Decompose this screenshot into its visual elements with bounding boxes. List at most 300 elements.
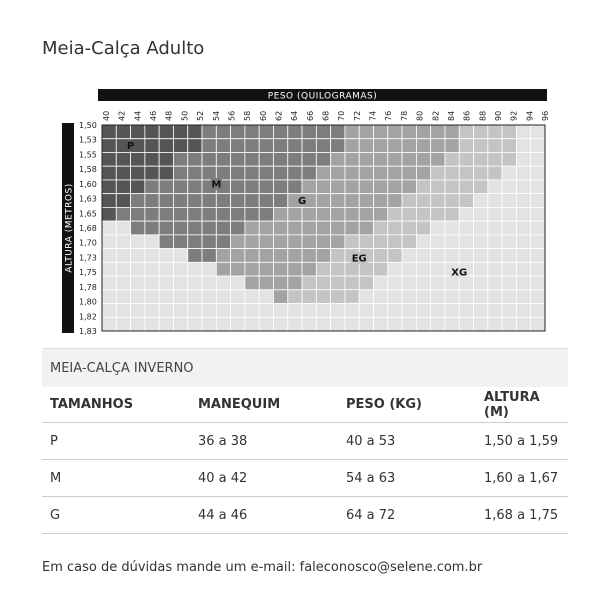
heatmap-cell — [188, 180, 202, 194]
heatmap-cell — [502, 304, 516, 318]
x-tick-label: 66 — [305, 110, 315, 121]
y-tick-label: 1,55 — [79, 150, 97, 160]
heatmap-cell — [459, 304, 473, 318]
heatmap-cell — [359, 276, 373, 290]
heatmap-cell — [273, 221, 287, 235]
heatmap-cell — [431, 139, 445, 153]
heatmap-cell — [388, 317, 402, 331]
heatmap-cell — [345, 235, 359, 249]
heatmap-cell — [488, 125, 502, 139]
heatmap-cell — [331, 276, 345, 290]
heatmap-cell — [131, 152, 145, 166]
heatmap-cell — [431, 276, 445, 290]
heatmap-cell — [259, 235, 273, 249]
heatmap-cell — [159, 304, 173, 318]
table-row — [42, 423, 568, 460]
heatmap-cell — [459, 152, 473, 166]
x-tick-label: 60 — [258, 110, 268, 121]
heatmap-cell — [102, 304, 116, 318]
heatmap-cell — [445, 290, 459, 304]
heatmap-cell — [302, 317, 316, 331]
heatmap-cell — [516, 166, 530, 180]
heatmap-cell — [388, 235, 402, 249]
heatmap-cell — [374, 249, 388, 263]
x-tick-label: 68 — [321, 110, 331, 121]
heatmap-cell — [288, 249, 302, 263]
heatmap-cell — [102, 207, 116, 221]
x-tick-label: 64 — [290, 110, 300, 121]
heatmap-cell — [445, 317, 459, 331]
heatmap-cell — [488, 317, 502, 331]
table-section-title: MEIA-CALÇA INVERNO — [42, 349, 568, 388]
heatmap-cell — [474, 152, 488, 166]
heatmap-cell — [459, 166, 473, 180]
heatmap-cell — [316, 139, 330, 153]
heatmap-cell — [302, 221, 316, 235]
heatmap-cell — [231, 290, 245, 304]
heatmap-cell — [173, 304, 187, 318]
heatmap-cell — [116, 194, 130, 208]
heatmap-cell — [202, 276, 216, 290]
zone-label-p: P — [126, 141, 135, 153]
x-tick-label: 54 — [211, 110, 221, 121]
heatmap-cell — [216, 317, 230, 331]
heatmap-cell — [416, 262, 430, 276]
heatmap-cell — [431, 235, 445, 249]
heatmap-cell — [402, 276, 416, 290]
cell-manequim: 44 a 46 — [190, 497, 338, 534]
heatmap-cell — [516, 249, 530, 263]
heatmap-cell — [102, 249, 116, 263]
heatmap-cell — [102, 235, 116, 249]
heatmap-cell — [145, 139, 159, 153]
heatmap-cell — [402, 304, 416, 318]
heatmap-cell — [273, 166, 287, 180]
heatmap-cell — [202, 139, 216, 153]
heatmap-cell — [431, 194, 445, 208]
heatmap-cell — [259, 194, 273, 208]
heatmap-cell — [173, 290, 187, 304]
heatmap-cell — [173, 262, 187, 276]
heatmap-cell — [388, 221, 402, 235]
heatmap-cell — [145, 180, 159, 194]
heatmap-cell — [502, 262, 516, 276]
heatmap-cell — [259, 207, 273, 221]
heatmap-cell — [474, 276, 488, 290]
heatmap-cell — [273, 304, 287, 318]
cell-size: G — [42, 497, 190, 534]
heatmap-cell — [388, 290, 402, 304]
heatmap-cell — [316, 194, 330, 208]
heatmap-cell — [245, 317, 259, 331]
heatmap-cell — [102, 152, 116, 166]
heatmap-cell — [431, 180, 445, 194]
x-tick-label: 72 — [352, 110, 362, 121]
heatmap-cell — [245, 194, 259, 208]
heatmap-cell — [474, 180, 488, 194]
heatmap-cell — [316, 166, 330, 180]
heatmap-cell — [216, 262, 230, 276]
heatmap-cell — [302, 166, 316, 180]
heatmap-cell — [474, 166, 488, 180]
heatmap-cell — [131, 276, 145, 290]
heatmap-cell — [331, 221, 345, 235]
heatmap-cell — [131, 207, 145, 221]
x-tick-label: 86 — [462, 110, 472, 121]
heatmap-cell — [331, 317, 345, 331]
heatmap-cell — [331, 262, 345, 276]
heatmap-cell — [316, 221, 330, 235]
heatmap-cell — [474, 207, 488, 221]
heatmap-cell — [302, 180, 316, 194]
heatmap-cell — [131, 180, 145, 194]
heatmap-cell — [216, 139, 230, 153]
heatmap-cell — [231, 139, 245, 153]
heatmap-cell — [316, 207, 330, 221]
heatmap-cell — [374, 262, 388, 276]
heatmap-cell — [116, 290, 130, 304]
heatmap-cell — [445, 180, 459, 194]
cell-manequim: 40 a 42 — [190, 460, 338, 497]
heatmap-cell — [488, 304, 502, 318]
heatmap-cell — [202, 317, 216, 331]
heatmap-cell — [188, 221, 202, 235]
heatmap-cell — [131, 166, 145, 180]
heatmap-cell — [488, 221, 502, 235]
x-tick-label: 96 — [541, 110, 550, 121]
y-tick-label: 1,60 — [79, 179, 97, 189]
heatmap-cell — [516, 180, 530, 194]
heatmap-cell — [531, 166, 545, 180]
heatmap-cell — [116, 304, 130, 318]
heatmap-cell — [402, 317, 416, 331]
heatmap-cell — [231, 207, 245, 221]
x-tick-label: 52 — [196, 110, 206, 121]
heatmap-cell — [259, 152, 273, 166]
x-tick-label: 62 — [274, 110, 284, 121]
heatmap-cell — [331, 194, 345, 208]
heatmap-cell — [216, 235, 230, 249]
header-tamanhos: TAMANHOS — [42, 387, 190, 423]
heatmap-cell — [131, 290, 145, 304]
heatmap-cell — [374, 139, 388, 153]
heatmap-cell — [516, 125, 530, 139]
heatmap-cell — [516, 221, 530, 235]
heatmap-cell — [402, 221, 416, 235]
heatmap-cell — [145, 304, 159, 318]
x-tick-label: 78 — [399, 110, 409, 121]
table-row — [42, 497, 568, 534]
heatmap-cell — [288, 152, 302, 166]
y-tick-label: 1,50 — [79, 121, 97, 130]
heatmap-cell — [188, 235, 202, 249]
heatmap-cell — [245, 125, 259, 139]
heatmap-cell — [288, 139, 302, 153]
heatmap-cell — [131, 317, 145, 331]
heatmap-cell — [288, 290, 302, 304]
heatmap-cell — [359, 194, 373, 208]
heatmap-cell — [516, 139, 530, 153]
table-header-row — [42, 387, 568, 423]
heatmap-cell — [331, 152, 345, 166]
heatmap-cell — [331, 249, 345, 263]
y-tick-label: 1,80 — [79, 297, 97, 307]
heatmap-cell — [288, 262, 302, 276]
heatmap-cell — [502, 221, 516, 235]
heatmap-cell — [188, 152, 202, 166]
heatmap-cell — [402, 180, 416, 194]
heatmap-cell — [416, 235, 430, 249]
heatmap-cell — [188, 262, 202, 276]
heatmap-cell — [116, 317, 130, 331]
heatmap-cell — [359, 166, 373, 180]
heatmap-cell — [259, 180, 273, 194]
heatmap-cell — [459, 180, 473, 194]
heatmap-cell — [359, 304, 373, 318]
heatmap-cell — [216, 290, 230, 304]
heatmap-cell — [316, 235, 330, 249]
heatmap-cell — [302, 152, 316, 166]
heatmap-cell — [445, 125, 459, 139]
heatmap-cell — [345, 194, 359, 208]
heatmap-cell — [202, 304, 216, 318]
heatmap-cell — [245, 290, 259, 304]
heatmap-cell — [102, 125, 116, 139]
y-tick-label: 1,70 — [79, 238, 97, 248]
heatmap-cell — [145, 249, 159, 263]
heatmap-cell — [331, 304, 345, 318]
heatmap-cell — [416, 152, 430, 166]
heatmap-cell — [488, 180, 502, 194]
heatmap-cell — [245, 180, 259, 194]
heatmap-cell — [345, 166, 359, 180]
heatmap-cell — [273, 180, 287, 194]
heatmap-cell — [259, 166, 273, 180]
heatmap-cell — [302, 125, 316, 139]
x-tick-label: 44 — [133, 110, 143, 121]
heatmap-cell — [116, 221, 130, 235]
heatmap-cell — [288, 235, 302, 249]
heatmap-cell — [273, 235, 287, 249]
heatmap-cell — [388, 249, 402, 263]
heatmap-cell — [302, 235, 316, 249]
heatmap-cell — [488, 290, 502, 304]
heatmap-cell — [302, 139, 316, 153]
heatmap-cell — [531, 262, 545, 276]
heatmap-cell — [116, 125, 130, 139]
heatmap-cell — [416, 166, 430, 180]
heatmap-cell — [502, 249, 516, 263]
heatmap-cell — [173, 125, 187, 139]
heatmap-cell — [159, 317, 173, 331]
heatmap-cell — [345, 304, 359, 318]
heatmap-cell — [459, 249, 473, 263]
heatmap-cell — [202, 207, 216, 221]
y-tick-label: 1,75 — [79, 268, 97, 278]
heatmap-cell — [516, 276, 530, 290]
heatmap-cell — [316, 152, 330, 166]
x-tick-label: 48 — [164, 110, 174, 121]
heatmap-cell — [374, 166, 388, 180]
heatmap-cell — [316, 125, 330, 139]
heatmap-cell — [302, 276, 316, 290]
heatmap-cell — [345, 317, 359, 331]
header-altura: ALTURA (M) — [476, 387, 568, 423]
heatmap-cell — [359, 152, 373, 166]
heatmap-cell — [359, 207, 373, 221]
heatmap-cell — [159, 276, 173, 290]
heatmap-cell — [259, 221, 273, 235]
heatmap-cell — [416, 194, 430, 208]
heatmap-cell — [173, 166, 187, 180]
heatmap-cell — [288, 221, 302, 235]
heatmap-cell — [145, 194, 159, 208]
heatmap-cell — [445, 166, 459, 180]
heatmap-cell — [459, 221, 473, 235]
heatmap-cell — [273, 262, 287, 276]
heatmap-cell — [316, 262, 330, 276]
heatmap-cell — [116, 180, 130, 194]
heatmap-cell — [459, 317, 473, 331]
heatmap-cell — [202, 235, 216, 249]
x-tick-label: 56 — [227, 110, 237, 121]
heatmap-cell — [231, 276, 245, 290]
heatmap-cell — [245, 262, 259, 276]
heatmap-cell — [402, 166, 416, 180]
heatmap-cell — [374, 276, 388, 290]
heatmap-cell — [416, 249, 430, 263]
header-peso: PESO (KG) — [338, 387, 476, 423]
heatmap-cell — [502, 152, 516, 166]
heatmap-cell — [102, 180, 116, 194]
heatmap-cell — [416, 180, 430, 194]
heatmap-cell — [231, 152, 245, 166]
heatmap-cell — [502, 235, 516, 249]
heatmap-cell — [216, 207, 230, 221]
heatmap-cell — [388, 152, 402, 166]
heatmap-cell — [173, 276, 187, 290]
heatmap-cell — [359, 180, 373, 194]
heatmap-cell — [316, 304, 330, 318]
heatmap-cell — [159, 221, 173, 235]
heatmap-cell — [259, 276, 273, 290]
heatmap-cell — [488, 194, 502, 208]
heatmap-cell — [316, 180, 330, 194]
heatmap-cell — [202, 290, 216, 304]
heatmap-cell — [459, 194, 473, 208]
heatmap-cell — [159, 166, 173, 180]
zone-label-m: M — [211, 179, 222, 191]
heatmap-cell — [402, 235, 416, 249]
heatmap-cell — [388, 276, 402, 290]
heatmap-cell — [273, 125, 287, 139]
heatmap-cell — [159, 262, 173, 276]
heatmap-cell — [131, 221, 145, 235]
heatmap-cell — [231, 304, 245, 318]
heatmap-cell — [531, 194, 545, 208]
heatmap-cell — [374, 304, 388, 318]
heatmap-cell — [416, 125, 430, 139]
heatmap-cell — [431, 207, 445, 221]
heatmap-cell — [216, 276, 230, 290]
heatmap-cell — [345, 125, 359, 139]
size-table — [42, 348, 568, 534]
heatmap-cell — [288, 317, 302, 331]
heatmap-cell — [531, 249, 545, 263]
heatmap-cell — [502, 139, 516, 153]
heatmap-cell — [531, 139, 545, 153]
heatmap-cell — [374, 235, 388, 249]
heatmap-cell — [145, 276, 159, 290]
heatmap-cell — [259, 125, 273, 139]
heatmap-cell — [531, 276, 545, 290]
heatmap-cell — [259, 290, 273, 304]
heatmap-cell — [316, 317, 330, 331]
heatmap-cell — [102, 290, 116, 304]
heatmap-cell — [516, 207, 530, 221]
heatmap-cell — [502, 194, 516, 208]
heatmap-cell — [431, 317, 445, 331]
heatmap-cell — [202, 262, 216, 276]
heatmap-cell — [316, 276, 330, 290]
heatmap-cell — [531, 152, 545, 166]
heatmap-cell — [402, 194, 416, 208]
heatmap-cell — [173, 221, 187, 235]
heatmap-cell — [302, 304, 316, 318]
heatmap-cell — [374, 194, 388, 208]
heatmap-cell — [116, 152, 130, 166]
heatmap-cell — [202, 194, 216, 208]
x-tick-label: 84 — [446, 110, 456, 121]
x-tick-label: 42 — [117, 110, 127, 121]
heatmap-cell — [445, 207, 459, 221]
cell-peso: 54 a 63 — [338, 460, 476, 497]
heatmap-cell — [488, 249, 502, 263]
heatmap-cell — [516, 290, 530, 304]
heatmap-cell — [331, 207, 345, 221]
heatmap-cell — [131, 235, 145, 249]
heatmap-cell — [402, 139, 416, 153]
heatmap-cell — [245, 139, 259, 153]
heatmap-cell — [259, 317, 273, 331]
x-axis-title: PESO (QUILOGRAMAS) — [267, 91, 378, 102]
x-tick-label: 94 — [525, 110, 535, 121]
heatmap-cell — [431, 221, 445, 235]
heatmap-cell — [188, 139, 202, 153]
heatmap-cell — [359, 221, 373, 235]
heatmap-cell — [502, 290, 516, 304]
heatmap-cell — [445, 235, 459, 249]
heatmap-cell — [288, 180, 302, 194]
heatmap-cell — [245, 207, 259, 221]
heatmap-cell — [202, 152, 216, 166]
heatmap-cell — [474, 125, 488, 139]
heatmap-cell — [202, 166, 216, 180]
header-manequim: MANEQUIM — [190, 387, 338, 423]
heatmap-cell — [302, 207, 316, 221]
heatmap-cell — [216, 221, 230, 235]
heatmap-cell — [502, 166, 516, 180]
heatmap-cell — [416, 317, 430, 331]
heatmap-cell — [188, 290, 202, 304]
heatmap-cell — [116, 262, 130, 276]
heatmap-cell — [173, 139, 187, 153]
heatmap-cell — [531, 235, 545, 249]
heatmap-cell — [388, 139, 402, 153]
cell-altura: 1,68 a 1,75 — [476, 497, 568, 534]
heatmap-cell — [159, 235, 173, 249]
heatmap-cell — [459, 290, 473, 304]
